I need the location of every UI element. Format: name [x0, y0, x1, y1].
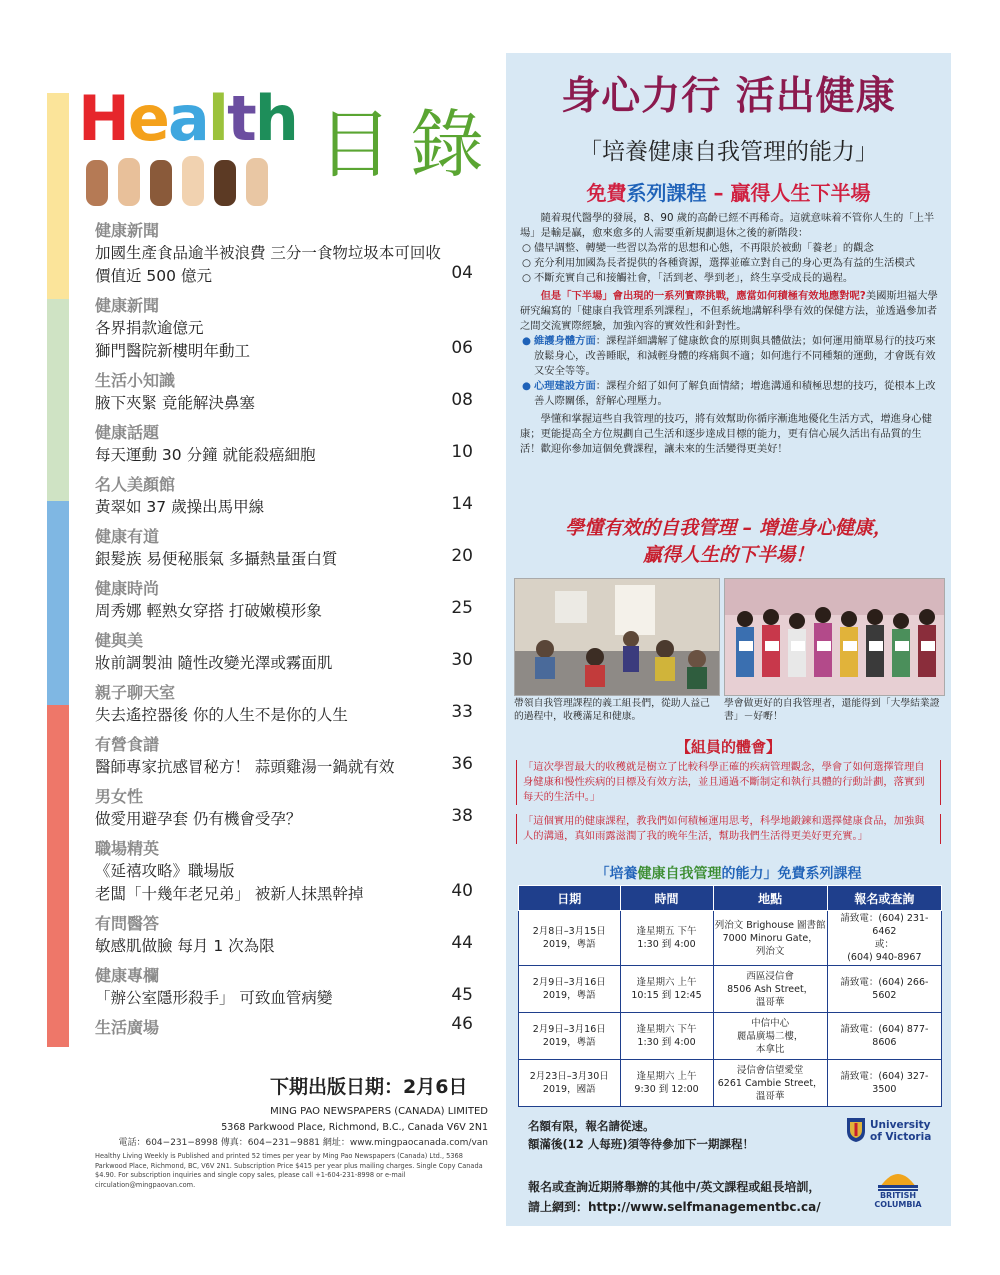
schedule-cell: 逢星期六 上午 9:30 到 12:00: [620, 1060, 713, 1107]
logo-letter: H: [78, 82, 128, 155]
uvic-logo: [846, 1117, 936, 1151]
toc-category: 有問醫答: [95, 914, 160, 933]
schedule-cell: 請致電：(604) 231-6462 或： (604) 940-8967: [827, 911, 941, 966]
color-bar-red: [47, 705, 69, 1047]
toc-entry-title[interactable]: 敏感肌做臉 每月 1 次為限: [95, 937, 275, 955]
schedule-cell: 請致電：(604) 266-5602: [827, 966, 941, 1013]
uvic-line-2: of Victoria: [870, 1131, 932, 1143]
footer-website[interactable]: 請上網到：http://www.selfmanagementbc.ca/: [528, 1200, 821, 1214]
toc-category: 健康專欄: [95, 966, 160, 985]
challenge-red: 但是「下半場」會出現的一系列實際挑戰，應當如何積極有效地應對呢?: [540, 290, 866, 302]
toc-category: 職場精英: [95, 839, 160, 858]
ad-panel: [506, 53, 951, 1226]
toc-category: 男女性: [95, 787, 144, 806]
schedule-cell: 請致電：(604) 877-8606: [827, 1013, 941, 1060]
schedule-title-c: 的能力」免費系列課程: [721, 866, 862, 882]
ad-subtitle: 「培養健康自我管理的能力」: [579, 139, 878, 165]
schedule-cell: 逢星期六 上午 10:15 到 12:45: [620, 966, 713, 1013]
toc-entry-title[interactable]: 獅門醫院新樓明年動工: [95, 342, 251, 360]
ad-intro: 隨着現代醫學的發展，8、90 歲的高齡已經不再稀奇。這就意味着不管你人生的「上半場」是輸是贏，愈來愈多的人需要重新規劃退休之後的新階段：: [520, 212, 935, 239]
toc-page-number: 30: [451, 650, 473, 670]
schedule-header: 時間: [620, 886, 713, 911]
toc-page-number: 45: [451, 985, 473, 1005]
schedule-cell: 2月23日–3月30日 2019，國語: [519, 1060, 621, 1107]
health-logo: [78, 82, 297, 208]
caption-leaders: 帶領自我管理課程的義工組長們，從助人益己的過程中，收穫滿足和健康。: [514, 698, 710, 722]
toc-entry-title[interactable]: 銀髮族 易便秘脹氣 多攝熱量蛋白質: [95, 550, 338, 568]
ad-bullet-feature: ● 心理建設方面：課程介紹了如何了解負面情緒；增進溝通和積極思想的技巧，從根本上改善人際關係，舒解心理壓力。: [522, 380, 936, 407]
toc-category: 健康新聞: [95, 221, 160, 240]
schedule-header: 地點: [713, 886, 827, 911]
footer-line-1: 報名或查詢近期將舉辦的其他中/英文課程或組長培訓，: [528, 1180, 821, 1194]
toc-category: 有營食譜: [95, 735, 160, 754]
schedule-cell: 2月9日–3月16日 2019，粵語: [519, 966, 621, 1013]
toc-page-number: 14: [451, 494, 473, 514]
fine-print: Healthy Living Weekly is Published and printed 52 times per year by Ming Pao Newspapers (Canada) Ltd., 5368 Parkwood Place, Richmond, BC, V6V 2N1. Subscription Price $415 per year plus mailing charges. Single Copy Canada $4.90. For subscription inquiries and single copy sales, please call +1-604-231-8998 or e-mail circulation@mingpaovan.com.: [95, 1152, 483, 1189]
schedule-cell: 請致電：(604) 327-3500: [827, 1060, 941, 1107]
toc-entry-title[interactable]: 加國生產食品逾半被浪費 三分一食物垃圾本可回收: [95, 244, 441, 262]
toc-entry-title[interactable]: 做愛用避孕套 仍有機會受孕？: [95, 810, 302, 828]
toc-page-number: 36: [451, 754, 473, 774]
hands-illustration: [84, 154, 284, 206]
ad-footer: [528, 1177, 821, 1217]
logo-letter: l: [207, 82, 228, 155]
bc-logo: [868, 1165, 928, 1215]
win-label: – 贏得人生下半場: [706, 181, 871, 205]
toc-page-number: 40: [451, 881, 473, 901]
photo-leaders: [514, 578, 720, 696]
logo-letter: h: [254, 82, 297, 155]
bc-line-1: BRITISH: [879, 1191, 917, 1200]
toc-page-number: 33: [451, 702, 473, 722]
logo-letter: e: [127, 82, 168, 155]
toc-page-number: 25: [451, 598, 473, 618]
slogan-line-2: 贏得人生的下半場！: [642, 544, 814, 566]
toc-entry-title[interactable]: 每天運動 30 分鐘 就能殺癌細胞: [95, 446, 316, 464]
schedule-cell: 逢星期六 下午 1:30 到 4:00: [620, 1013, 713, 1060]
schedule-row: [519, 911, 942, 966]
toc-entry-title[interactable]: 老闆「十幾年老兄弟」 被新人抹黑幹掉: [95, 885, 364, 903]
company-name: MING PAO NEWSPAPERS (CANADA) LIMITED: [270, 1106, 488, 1117]
schedule-row: [519, 966, 942, 1013]
slogan-line-1: 學懂有效的自我管理 – 增進身心健康，: [565, 517, 892, 539]
toc-entry-title[interactable]: 《延禧攻略》職場版: [95, 862, 235, 880]
toc-page-number: 08: [451, 390, 473, 410]
challenge-rest: 美國斯坦福大學研究編寫的「健康自我管理系列課程」，不但系統地講解科學有效的保健方法，並透過參加者之間交流實際經驗，加強內容的實效性和針對性。: [520, 290, 938, 332]
toc-page-number: 44: [451, 933, 473, 953]
company-address: 5368 Parkwood Place, Richmond, B.C., Canada V6V 2N1: [221, 1122, 488, 1133]
schedule-cell: 2月9日–3月16日 2019，粵語: [519, 1013, 621, 1060]
free-label: 免費: [586, 181, 627, 205]
toc-page-number: 38: [451, 806, 473, 826]
ad-title: 身心力行 活出健康: [561, 74, 896, 119]
schedule-table: [518, 885, 942, 1107]
schedule-row: [519, 1013, 942, 1060]
toc-entry-title[interactable]: 價值近 500 億元: [95, 267, 212, 285]
limit-note: [528, 1117, 754, 1153]
toc-entry-title[interactable]: 各界捐款逾億元: [95, 319, 204, 337]
caption-graduates: 學會做更好的自我管理者，還能得到「大學結業證書」－好嘢！: [724, 698, 940, 722]
photo-graduates: [724, 578, 945, 696]
schedule-header: 日期: [519, 886, 621, 911]
color-bar-yellow: [47, 93, 69, 299]
limit-line-1: 名額有限，報名請從速。: [528, 1119, 655, 1133]
toc-entry-title[interactable]: 腋下夾緊 竟能解決鼻塞: [95, 394, 255, 412]
toc-entry-title[interactable]: 周秀娜 輕熟女穿搭 打破嫩模形象: [95, 602, 322, 620]
health-logo-word: [78, 82, 297, 155]
toc-entry-title[interactable]: 「辦公室隱形殺手」 可致血管病變: [95, 989, 333, 1007]
schedule-cell: 西區浸信會 8506 Ash Street， 溫哥華: [713, 966, 827, 1013]
toc-category: 健與美: [95, 631, 144, 650]
ad-closing: 學懂和掌握這些自我管理的技巧，將有效幫助你循序漸進地優化生活方式，增進身心健康；更能提高全方位規劃自己生活和逐步達成目標的能力，更有信心展久活出有品質的生活！歡迎你參加這個免費課程，讓未來的生活變得更美好！: [520, 413, 932, 455]
toc-category: 親子聊天室: [95, 683, 176, 702]
ad-bullet: ○ 不斷充實自己和接觸社會，「活到老、學到老」，終生享受成長的過程。: [522, 272, 854, 284]
toc-page-number: 20: [451, 546, 473, 566]
toc-page-number: 10: [451, 442, 473, 462]
toc-entry-title[interactable]: 黃翠如 37 歲操出馬甲線: [95, 498, 265, 516]
ad-challenge: [520, 289, 940, 334]
color-bar-green: [47, 299, 69, 501]
ad-free-course: [506, 177, 951, 206]
ad-bullet: ○ 充分利用加國為長者提供的各種資源，選擇並確立對自己的身心更為有益的生活模式: [522, 257, 915, 269]
toc-category: 健康時尚: [95, 579, 160, 598]
schedule-cell: 逢星期五 下午 1:30 到 4:00: [620, 911, 713, 966]
schedule-row: [519, 1060, 942, 1107]
ad-bullet: ○ 儘早調整、轉變一些習以為常的思想和心態，不再限於被動「養老」的觀念: [522, 242, 874, 254]
bc-line-2: COLUMBIA: [874, 1200, 922, 1209]
company-contacts: 電話：604−231−8998 傳真：604−231−9881 網址：www.mingpaocanada.com/van: [118, 1138, 488, 1148]
schedule-title: [506, 863, 951, 883]
toc-page-number: 04: [451, 263, 473, 283]
ad-bullet-feature: ● 維護身體方面：課程詳細講解了健康飲食的原則與具體做法；如何運用簡單易行的技巧來放鬆身心，改善睡眠，和減輕身體的疼痛與不適；如何進行不同種類的運動，才會既有效又安全等等。: [522, 335, 936, 377]
uvic-line-1: University: [870, 1119, 931, 1131]
ad-slogan: [506, 515, 951, 569]
toc-category: 健康新聞: [95, 296, 160, 315]
schedule-cell: 中信中心 麗晶廣場二樓， 本拿比: [713, 1013, 827, 1060]
toc-category: 生活廣場: [95, 1018, 160, 1037]
schedule-cell: 浸信會信望愛堂 6261 Cambie Street， 溫哥華: [713, 1060, 827, 1107]
toc-page-number: 06: [451, 338, 473, 358]
member-quote-2: 「這個實用的健康課程，教我們如何積極運用思考，科學地鍛鍊和選擇健康食品，加強與人的溝通，真如雨露滋潤了我的晚年生活，幫助我們生活得更美好更充實。」: [516, 814, 941, 844]
schedule-cell: 列治文 Brighouse 圖書館 7000 Minoru Gate， 列治文: [713, 911, 827, 966]
toc-category: 健康話題: [95, 423, 160, 442]
toc-entry-title[interactable]: 失去遙控器後 你的人生不是你的人生: [95, 706, 348, 724]
bc-sun-icon: [876, 1165, 920, 1191]
schedule-header: 報名或查詢: [827, 886, 941, 911]
toc-category: 名人美顏館: [95, 475, 176, 494]
toc-entry-title[interactable]: 醫師專家抗感冒秘方！ 蒜頭雞湯一鍋就有效: [95, 758, 395, 776]
member-feedback-title: 【組員的體會】: [675, 738, 781, 756]
toc-title: 目錄: [318, 102, 502, 188]
toc-category: 健康有道: [95, 527, 160, 546]
uvic-crest-icon: [846, 1117, 866, 1143]
next-issue-date: 下期出版日期：2月6日: [270, 1076, 468, 1098]
schedule-title-a: 「培養: [595, 866, 638, 882]
color-bar-blue: [47, 501, 69, 705]
schedule-title-b: 健康自我管理: [637, 866, 722, 882]
logo-letter: t: [227, 82, 255, 155]
toc-page-number: 46: [451, 1014, 473, 1034]
toc-entry-title[interactable]: 妝前調製油 隨性改變光澤或霧面肌: [95, 654, 333, 672]
ad-intro-block: [520, 211, 940, 457]
schedule-cell: 2月8日–3月15日 2019，粵語: [519, 911, 621, 966]
toc-category: 生活小知識: [95, 371, 176, 390]
member-quote-1: 「這次學習最大的收穫就是樹立了比較科學正確的疾病管理觀念，學會了如何選擇管理自身健康和慢性疾病的目標及有效方法，並且通過不斷制定和執行具體的行動計劃，落實到每天的生活中。」: [516, 760, 941, 805]
series-label: 系列課程: [626, 181, 707, 205]
limit-line-2: 額滿後(12 人每班)須等待參加下一期課程！: [528, 1137, 755, 1151]
logo-letter: a: [167, 82, 208, 155]
